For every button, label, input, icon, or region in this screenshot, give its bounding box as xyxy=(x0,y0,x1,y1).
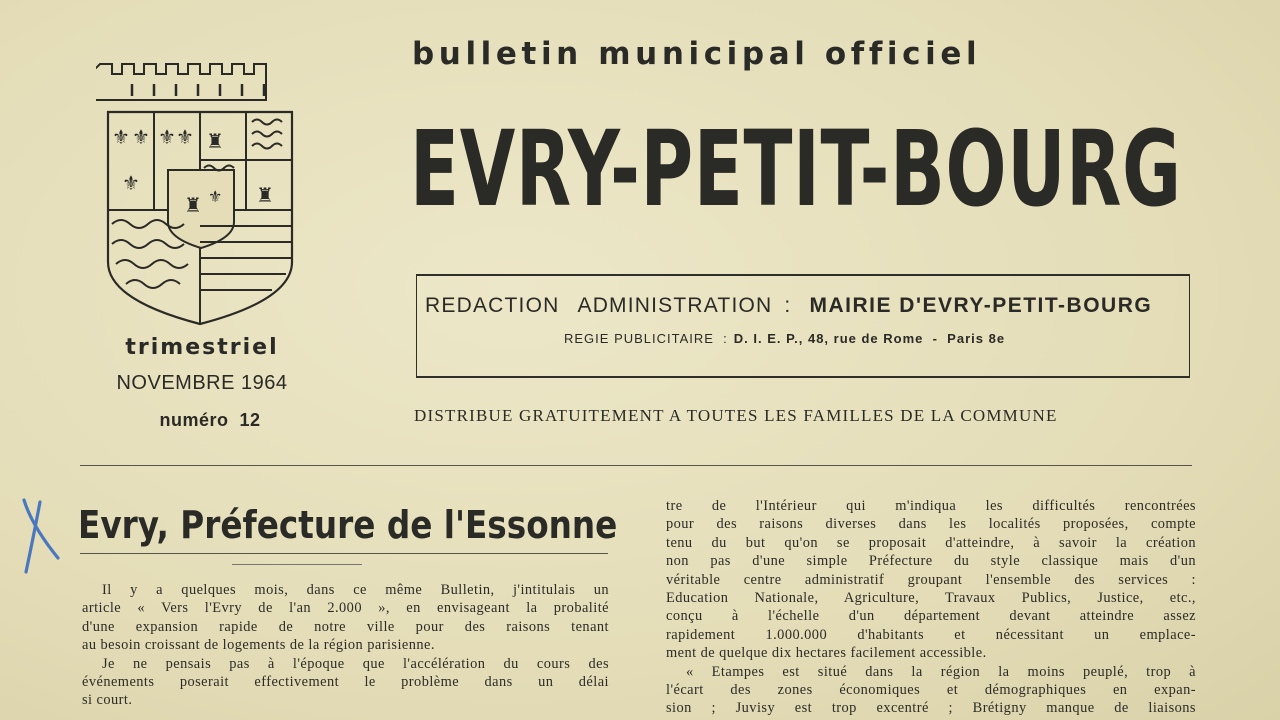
distribution-notice: DISTRIBUE GRATUITEMENT A TOUTES LES FAMILLES DE LA COMMUNE xyxy=(414,406,1058,425)
article-column-left xyxy=(82,581,609,710)
text-line: ment de quelque dix hectares facilement accessible. xyxy=(666,645,987,662)
separator: : xyxy=(784,294,792,317)
article-headline: Evry, Préfecture de l'Essonne xyxy=(78,503,618,547)
regie-value: D. I. E. P., 48, rue de Rome - Paris 8e xyxy=(733,331,1006,346)
regie-label: REGIE PUBLICITAIRE : xyxy=(564,331,728,346)
text-line: Education Nationale, Agriculture, Travaux Publics, Justice, etc., xyxy=(666,590,1196,607)
headline-underline-short xyxy=(232,564,362,565)
text-line: rapidement 1.000.000 d'habitants et nécessitant un emplace- xyxy=(666,626,1196,643)
section-divider xyxy=(80,465,1192,466)
bulletin-title: EVRY-PETIT-BOURG xyxy=(410,108,1182,230)
pen-mark-icon xyxy=(18,496,68,576)
svg-text:♜: ♜ xyxy=(206,129,224,153)
svg-text:⚜: ⚜ xyxy=(208,187,223,206)
svg-text:⚜: ⚜ xyxy=(132,125,150,149)
text-line: non pas d'une simple Préfecture du style classique mais d'un xyxy=(666,553,1196,570)
mairie-name: MAIRIE D'EVRY-PETIT-BOURG xyxy=(809,294,1153,317)
info-box xyxy=(416,274,1190,378)
article-column-right xyxy=(666,497,1196,718)
text-line: d'une expansion rapide de notre ville pour des raisons tenant xyxy=(82,618,609,635)
text-line: article « Vers l'Evry de l'an 2.000 », en envisageant la probalité xyxy=(82,600,609,617)
svg-text:⚜: ⚜ xyxy=(158,125,176,149)
administration-label: ADMINISTRATION xyxy=(577,294,773,317)
periodicity: trimestriel xyxy=(125,335,279,360)
svg-text:⚜: ⚜ xyxy=(122,171,140,195)
svg-text:♜: ♜ xyxy=(184,193,202,217)
text-line: si court. xyxy=(82,692,133,709)
advertising-line xyxy=(564,331,1005,346)
text-line: tenu du but qu'on se proposait d'atteindre, à savoir la création xyxy=(666,534,1196,551)
text-line: Je ne pensais pas à l'époque que l'accélération du cours des xyxy=(102,655,609,672)
svg-text:⚜: ⚜ xyxy=(112,125,130,149)
headline-underline xyxy=(80,553,608,554)
text-line: « Etampes est situé dans la région la moins peuplé, trop à xyxy=(686,663,1196,680)
text-line: l'écart des zones économiques et démographiques en expan- xyxy=(666,682,1196,699)
text-line: Il y a quelques mois, dans ce même Bulletin, j'intitulais un xyxy=(102,582,609,598)
text-line: pour des raisons diverses dans les localités proposées, compte xyxy=(666,516,1196,533)
text-line: au besoin croissant de logements de la région parisienne. xyxy=(82,637,435,654)
text-line: sion ; Juvisy est trop excentré ; Brétigny manque de liaisons xyxy=(666,700,1196,717)
coat-of-arms-icon xyxy=(96,62,306,330)
bulletin-subtitle: bulletin municipal officiel xyxy=(412,36,982,72)
text-line: conçu à l'échelle d'un département devant atteindre assez xyxy=(666,608,1196,625)
editorial-line xyxy=(425,294,1152,318)
issue-date: NOVEMBRE 1964 xyxy=(116,372,288,394)
text-line: événements poserait effectivement le problème dans un délai xyxy=(82,674,609,691)
issue-number: numéro 12 xyxy=(159,410,261,430)
svg-text:⚜: ⚜ xyxy=(176,125,194,149)
redaction-label: REDACTION xyxy=(425,294,560,317)
svg-text:♜: ♜ xyxy=(256,183,274,207)
text-line: tre de l'Intérieur qui m'indiqua les difficultés rencontrées xyxy=(666,498,1196,514)
text-line: véritable centre administratif groupant l'ensemble des services : xyxy=(666,571,1196,588)
